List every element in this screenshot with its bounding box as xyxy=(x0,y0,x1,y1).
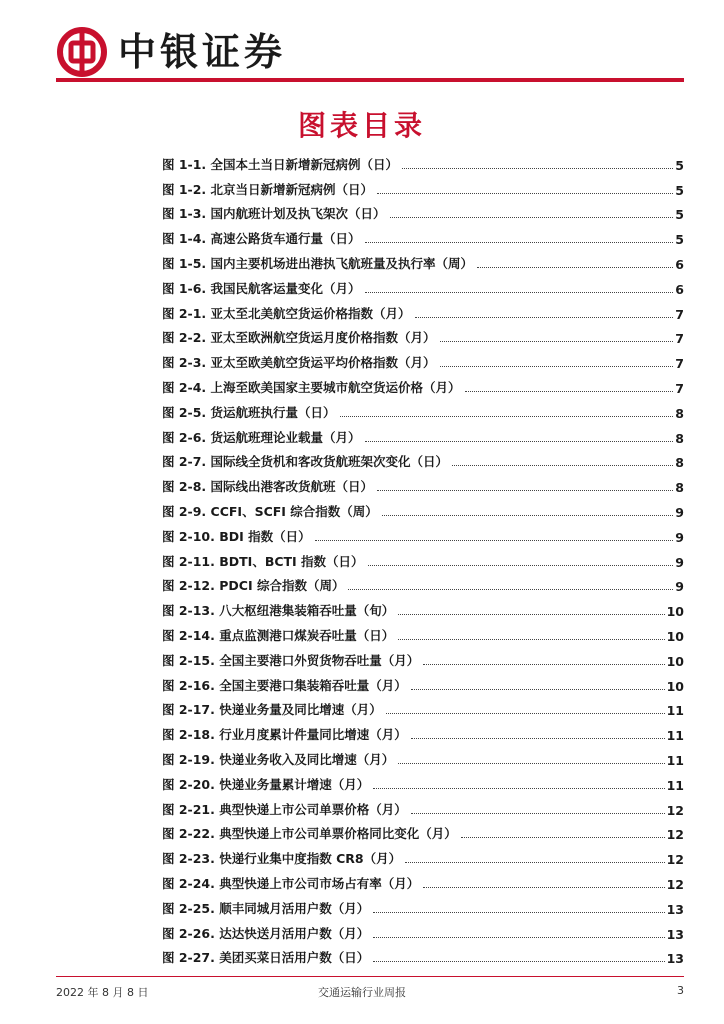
toc-leader-dots xyxy=(365,440,674,442)
toc-entry-page: 11 xyxy=(666,752,684,768)
toc-leader-dots xyxy=(368,564,674,566)
toc-entry-page: 10 xyxy=(666,604,684,620)
toc-entry-page: 10 xyxy=(666,678,684,694)
toc-entry-label: 图 2-3. 亚太至欧美航空货运平均价格指数（月） xyxy=(162,355,436,371)
toc-entry-page: 9 xyxy=(675,529,684,545)
toc-leader-dots xyxy=(411,688,665,690)
toc-entry-page: 8 xyxy=(675,405,684,421)
toc-entry-label: 图 2-18. 行业月度累计件量同比增速（月） xyxy=(162,727,407,743)
toc-entry-page: 10 xyxy=(666,653,684,669)
toc-entry[interactable] xyxy=(162,495,684,520)
header-rule xyxy=(56,78,684,82)
toc-entry-page: 9 xyxy=(675,579,684,595)
toc-entry-label: 图 2-19. 快递业务收入及同比增速（月） xyxy=(162,751,395,767)
table-of-contents xyxy=(162,148,684,966)
toc-entry[interactable] xyxy=(162,818,684,843)
toc-entry-page: 13 xyxy=(666,951,684,967)
footer-rule xyxy=(56,976,684,977)
toc-entry-page: 9 xyxy=(675,504,684,520)
brand-name: 中银证券 xyxy=(118,29,287,74)
toc-entry[interactable] xyxy=(162,272,684,297)
toc-entry-page: 11 xyxy=(666,777,684,793)
toc-entry[interactable] xyxy=(162,322,684,347)
toc-entry-label: 图 1-3. 国内航班计划及执飞架次（日） xyxy=(162,206,386,222)
toc-entry-label: 图 2-15. 全国主要港口外贸货物吞吐量（月） xyxy=(162,652,420,668)
toc-entry-page: 5 xyxy=(675,157,684,173)
toc-entry-label: 图 2-26. 达达快送月活用户数（月） xyxy=(162,925,370,941)
toc-entry-page: 7 xyxy=(675,356,684,372)
toc-leader-dots xyxy=(423,663,664,665)
toc-entry[interactable] xyxy=(162,793,684,818)
toc-entry-page: 6 xyxy=(675,256,684,272)
footer-date: 2022 年 8 月 8 日 xyxy=(56,986,149,999)
toc-entry-page: 6 xyxy=(675,281,684,297)
toc-entry-label: 图 2-10. BDI 指数（日） xyxy=(162,528,311,544)
toc-entry[interactable] xyxy=(162,520,684,545)
toc-entry[interactable] xyxy=(162,222,684,247)
toc-entry-label: 图 2-5. 货运航班执行量（日） xyxy=(162,404,336,420)
toc-leader-dots xyxy=(398,613,664,615)
toc-entry-page: 12 xyxy=(666,876,684,892)
toc-entry[interactable] xyxy=(162,545,684,570)
footer-page-number: 3 xyxy=(677,984,684,997)
toc-entry-page: 7 xyxy=(675,331,684,347)
toc-entry-page: 7 xyxy=(675,306,684,322)
toc-leader-dots xyxy=(373,960,664,962)
toc-leader-dots xyxy=(348,588,673,590)
toc-leader-dots xyxy=(373,936,664,938)
toc-entry[interactable] xyxy=(162,470,684,495)
toc-entry-page: 7 xyxy=(675,380,684,396)
toc-entry-label: 图 2-16. 全国主要港口集装箱吞吐量（月） xyxy=(162,677,407,693)
toc-entry-page: 5 xyxy=(675,182,684,198)
toc-entry-label: 图 2-7. 国际线全货机和客改货航班架次变化（日） xyxy=(162,454,449,470)
toc-entry-label: 图 1-4. 高速公路货车通行量（日） xyxy=(162,231,361,247)
toc-entry-page: 5 xyxy=(675,207,684,223)
toc-entry[interactable] xyxy=(162,669,684,694)
toc-entry-label: 图 2-6. 货运航班理论业载量（月） xyxy=(162,429,361,445)
toc-leader-dots xyxy=(411,812,665,814)
toc-entry-label: 图 2-25. 顺丰同城月活用户数（月） xyxy=(162,900,370,916)
toc-entry-label: 图 2-24. 典型快递上市公司市场占有率（月） xyxy=(162,875,420,891)
toc-entry-page: 11 xyxy=(666,703,684,719)
toc-entry-label: 图 2-4. 上海至欧美国家主要城市航空货运价格（月） xyxy=(162,379,461,395)
toc-entry-page: 8 xyxy=(675,480,684,496)
toc-leader-dots xyxy=(315,539,674,541)
toc-leader-dots xyxy=(365,241,674,243)
toc-entry-label: 图 2-2. 亚太至欧洲航空货运月度价格指数（月） xyxy=(162,330,436,346)
toc-entry[interactable] xyxy=(162,644,684,669)
toc-entry-label: 图 2-27. 美团买菜日活用户数（日） xyxy=(162,950,370,966)
toc-entry-label: 图 1-2. 北京当日新增新冠病例（日） xyxy=(162,181,374,197)
toc-leader-dots xyxy=(398,762,664,764)
toc-entry[interactable] xyxy=(162,867,684,892)
toc-leader-dots xyxy=(452,464,673,466)
header xyxy=(56,26,684,84)
toc-leader-dots xyxy=(440,340,674,342)
toc-leader-dots xyxy=(340,415,674,417)
toc-entry[interactable] xyxy=(162,842,684,867)
toc-entry-page: 11 xyxy=(666,728,684,744)
toc-leader-dots xyxy=(365,291,674,293)
toc-entry-label: 图 2-20. 快递业务量累计增速（月） xyxy=(162,776,370,792)
toc-leader-dots xyxy=(411,737,665,739)
toc-entry-label: 图 1-6. 我国民航客运量变化（月） xyxy=(162,280,361,296)
toc-entry[interactable] xyxy=(162,297,684,322)
toc-leader-dots xyxy=(465,390,674,392)
toc-entry-label: 图 2-23. 快递行业集中度指数 CR8（月） xyxy=(162,851,402,867)
toc-leader-dots xyxy=(477,266,673,268)
toc-entry[interactable] xyxy=(162,346,684,371)
toc-leader-dots xyxy=(373,911,664,913)
toc-entry-page: 12 xyxy=(666,852,684,868)
toc-leader-dots xyxy=(398,638,664,640)
toc-entry-page: 13 xyxy=(666,901,684,917)
toc-entry[interactable] xyxy=(162,371,684,396)
toc-entry-label: 图 2-12. PDCI 综合指数（周） xyxy=(162,578,345,594)
toc-leader-dots xyxy=(390,216,674,218)
toc-leader-dots xyxy=(415,316,674,318)
toc-entry-page: 10 xyxy=(666,628,684,644)
toc-entry[interactable] xyxy=(162,148,684,173)
toc-entry[interactable] xyxy=(162,917,684,942)
toc-leader-dots xyxy=(386,712,665,714)
toc-entry-page: 8 xyxy=(675,430,684,446)
toc-leader-dots xyxy=(423,886,664,888)
toc-leader-dots xyxy=(402,167,673,169)
toc-leader-dots xyxy=(440,365,674,367)
toc-entry-page: 9 xyxy=(675,554,684,570)
toc-entry[interactable] xyxy=(162,396,684,421)
toc-entry-page: 5 xyxy=(675,232,684,248)
bank-of-china-logo-icon xyxy=(56,26,108,78)
toc-entry[interactable] xyxy=(162,892,684,917)
footer-publication: 交通运输行业周报 xyxy=(318,986,406,999)
toc-entry[interactable] xyxy=(162,173,684,198)
toc-leader-dots xyxy=(382,514,674,516)
page-title: 图表目录 xyxy=(297,109,426,142)
toc-entry-label: 图 2-13. 八大枢纽港集装箱吞吐量（旬） xyxy=(162,603,395,619)
toc-entry-label: 图 2-1. 亚太至北美航空货运价格指数（月） xyxy=(162,305,411,321)
toc-entry-label: 图 2-9. CCFI、SCFI 综合指数（周） xyxy=(162,503,378,519)
toc-entry-label: 图 2-21. 典型快递上市公司单票价格（月） xyxy=(162,801,407,817)
toc-entry[interactable] xyxy=(162,421,684,446)
toc-entry-label: 图 2-14. 重点监测港口煤炭吞吐量（日） xyxy=(162,627,395,643)
toc-leader-dots xyxy=(461,836,665,838)
toc-entry-label: 图 2-17. 快递业务量及同比增速（月） xyxy=(162,702,382,718)
toc-entry-page: 8 xyxy=(675,455,684,471)
toc-entry[interactable] xyxy=(162,570,684,595)
toc-entry[interactable] xyxy=(162,247,684,272)
toc-entry-page: 12 xyxy=(666,827,684,843)
toc-entry-page: 13 xyxy=(666,926,684,942)
toc-leader-dots xyxy=(377,489,673,491)
toc-entry-label: 图 2-11. BDTI、BCTI 指数（日） xyxy=(162,553,364,569)
toc-entry-label: 图 1-1. 全国本土当日新增新冠病例（日） xyxy=(162,156,399,172)
toc-entry[interactable] xyxy=(162,446,684,471)
toc-entry-page: 12 xyxy=(666,802,684,818)
toc-entry[interactable] xyxy=(162,619,684,644)
toc-entry[interactable] xyxy=(162,768,684,793)
toc-entry[interactable] xyxy=(162,198,684,223)
toc-entry-label: 图 1-5. 国内主要机场进出港执飞航班量及执行率（周） xyxy=(162,255,474,271)
toc-entry[interactable] xyxy=(162,694,684,719)
toc-entry-label: 图 2-8. 国际线出港客改货航班（日） xyxy=(162,479,374,495)
toc-entry[interactable] xyxy=(162,594,684,619)
toc-leader-dots xyxy=(405,861,665,863)
toc-leader-dots xyxy=(377,192,673,194)
toc-entry-label: 图 2-22. 典型快递上市公司单票价格同比变化（月） xyxy=(162,826,457,842)
toc-entry[interactable] xyxy=(162,942,684,967)
toc-entry[interactable] xyxy=(162,743,684,768)
toc-entry[interactable] xyxy=(162,718,684,743)
toc-leader-dots xyxy=(373,787,664,789)
